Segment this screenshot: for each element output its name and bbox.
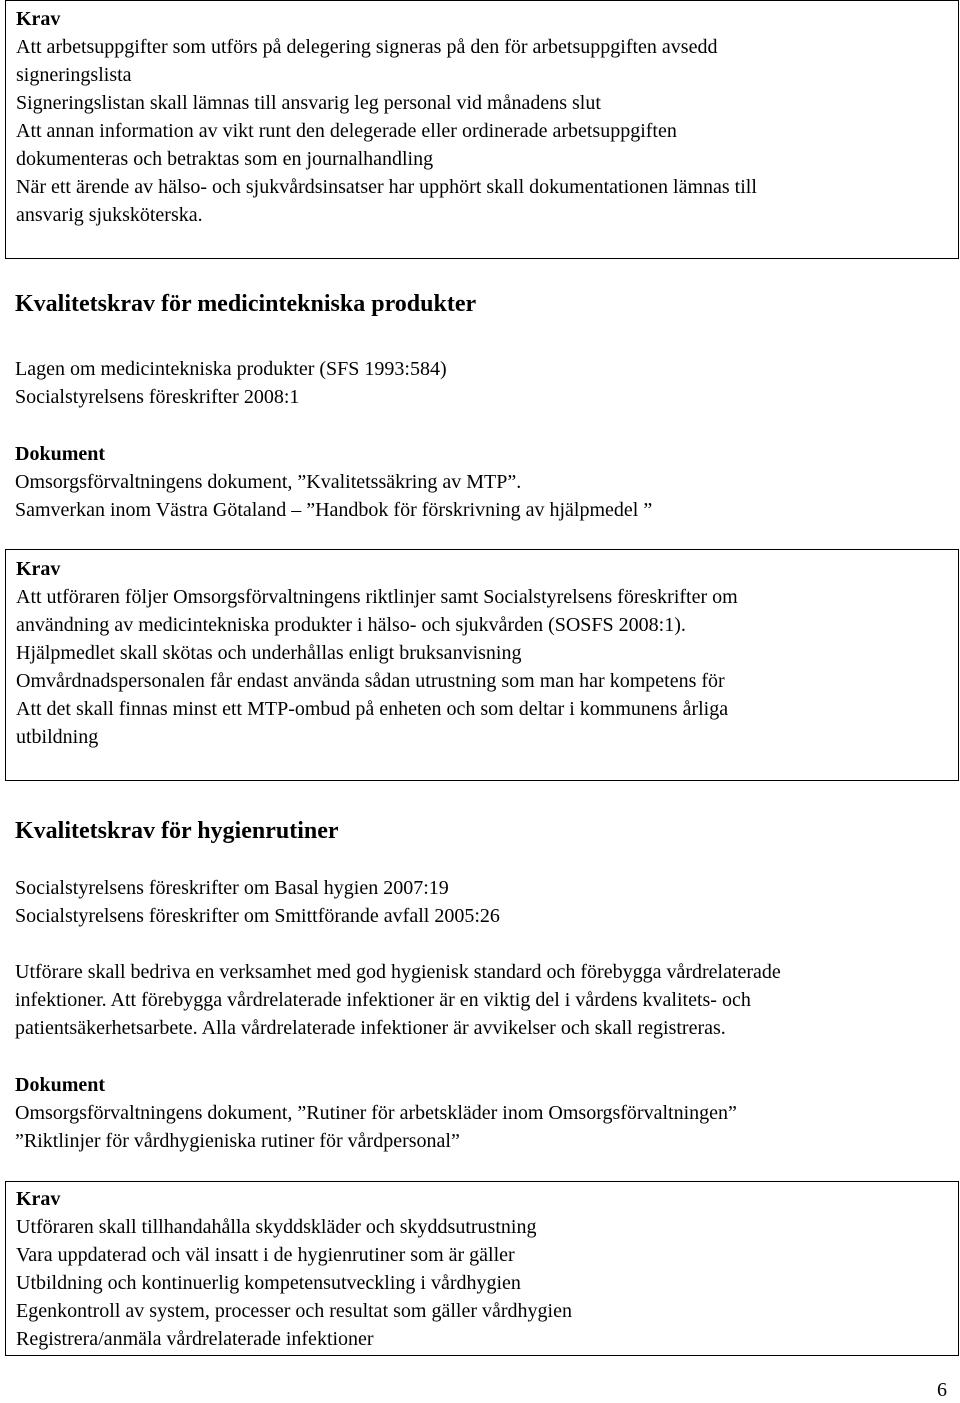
hygiene-laws [15,874,500,930]
page-number: 6 [937,1379,947,1401]
requirement-line: dokumenteras och betraktas som en journalhandling [16,148,434,170]
paragraph-line: patientsäkerhetsarbete. Alla vårdrelaterade infektioner är avvikelser och skall registreras. [15,1017,726,1039]
requirement-line: ansvarig sjuksköterska. [16,204,203,226]
requirement-line: Hjälpmedlet skall skötas och underhållas enligt bruksanvisning [16,642,522,664]
requirement-line: Att annan information av vikt runt den delegerade eller ordinerade arbetsuppgiften [16,120,677,142]
requirement-line: När ett ärende av hälso- och sjukvårdsinsatser har upphört skall dokumentationen lämnas till [16,176,757,198]
requirements-box-delegation [5,0,959,259]
requirements-box-mtp [5,549,959,781]
paragraph-line: Utförare skall bedriva en verksamhet med god hygienisk standard och förebygga vårdrelaterade [15,961,781,983]
requirement-line: Utbildning och kontinuerlig kompetensutveckling i vårdhygien [16,1272,521,1294]
requirement-line: Att arbetsuppgifter som utförs på delegering signeras på den för arbetsuppgiften avsedd [16,36,718,58]
section-title-hygiene: Kvalitetskrav för hygienrutiner [15,818,339,844]
hygiene-documents [15,1071,737,1155]
requirement-line: Att det skall finnas minst ett MTP-ombud på enheten och som deltar i kommunens årliga [16,698,729,720]
law-reference: Socialstyrelsens föreskrifter om Basal hygien 2007:19 [15,877,449,899]
requirement-line: Registrera/anmäla vårdrelaterade infektioner [16,1328,374,1350]
requirement-line: signeringslista [16,64,132,86]
paragraph-line: infektioner. Att förebygga vårdrelaterade infektioner är en viktig del i vårdens kvalitets- och [15,989,751,1011]
law-reference: Socialstyrelsens föreskrifter om Smittförande avfall 2005:26 [15,905,500,927]
requirements-box-hygiene [5,1181,959,1356]
box-heading: Krav [16,1188,61,1210]
requirement-line: Utföraren skall tillhandahålla skyddskläder och skyddsutrustning [16,1216,537,1238]
documents-heading: Dokument [15,1074,106,1096]
section-title-mtp: Kvalitetskrav för medicintekniska produkter [15,291,477,317]
requirement-line: Vara uppdaterad och väl insatt i de hygienrutiner som är gäller [16,1244,515,1266]
law-reference: Lagen om medicintekniska produkter (SFS 1993:584) [15,358,447,380]
document-reference: Omsorgsförvaltningens dokument, ”Kvalitetssäkring av MTP”. [15,471,522,493]
document-reference: Omsorgsförvaltningens dokument, ”Rutiner för arbetskläder inom Omsorgsförvaltningen” [15,1102,737,1124]
requirement-line: Egenkontroll av system, processer och resultat som gäller vårdhygien [16,1300,572,1322]
mtp-documents [15,440,652,524]
mtp-laws [15,355,447,411]
document-reference: ”Riktlinjer för vårdhygieniska rutiner för vårdpersonal” [15,1130,460,1152]
document-reference: Samverkan inom Västra Götaland – ”Handbok för förskrivning av hjälpmedel ” [15,499,653,521]
requirement-line: Att utföraren följer Omsorgsförvaltningens riktlinjer samt Socialstyrelsens föreskrifter om [16,586,738,608]
documents-heading: Dokument [15,443,106,465]
law-reference: Socialstyrelsens föreskrifter 2008:1 [15,386,300,408]
requirement-line: användning av medicintekniska produkter i hälso- och sjukvården (SOSFS 2008:1). [16,614,686,636]
box-heading: Krav [16,8,61,30]
requirement-line: utbildning [16,726,99,748]
requirement-line: Omvårdnadspersonalen får endast använda sådan utrustning som man har kompetens för [16,670,725,692]
box-heading: Krav [16,558,61,580]
requirement-line: Signeringslistan skall lämnas till ansvarig leg personal vid månadens slut [16,92,601,114]
hygiene-paragraph [15,958,781,1042]
